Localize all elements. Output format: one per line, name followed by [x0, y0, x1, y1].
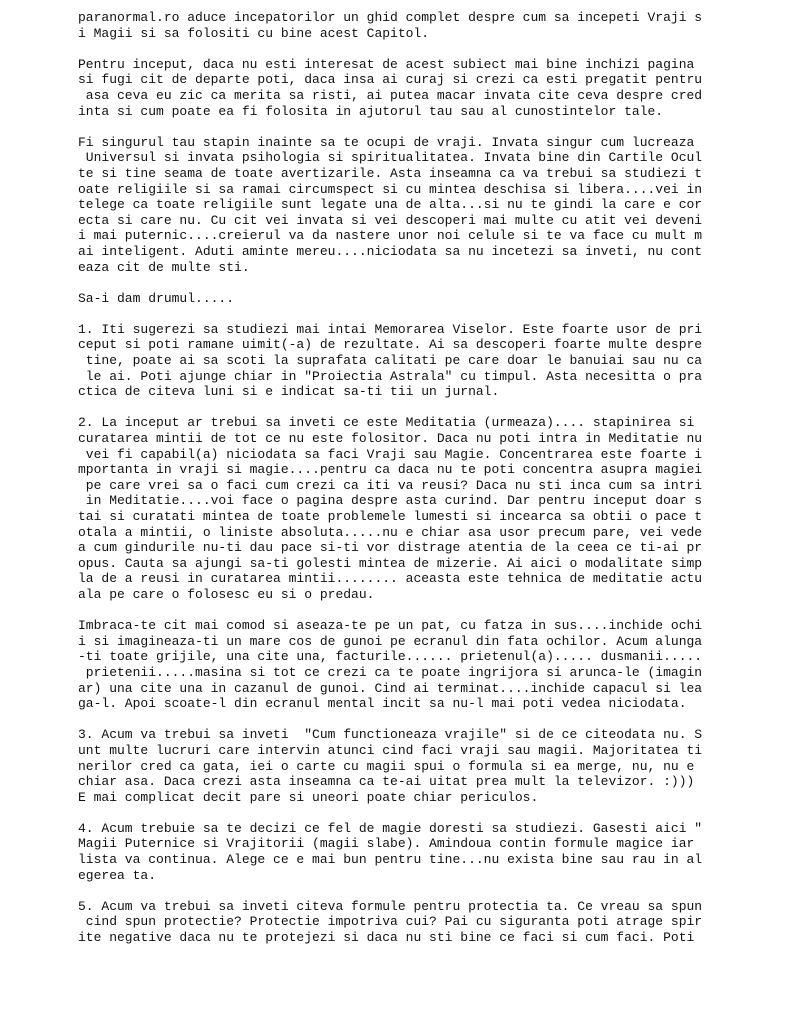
- text-line: i mai puternic....creierul va da nastere unor noi celule si te va face cu mult m: [78, 228, 703, 244]
- paragraph-warning: [78, 57, 778, 119]
- text-line: E mai complicat decit pare si uneori poate chiar periculos.: [78, 789, 539, 805]
- text-line: Magii Puternice si Vrajitorii (magii slabe). Amindoua contin formule magice iar: [78, 836, 695, 852]
- text-line: nerilor cred ca gata, iei o carte cu magii spui o formula si ea merge, nu, nu e: [78, 758, 695, 774]
- text-line: ceput si poti ramane uimit(-a) de rezultate. Ai sa descoperi foarte multe despre: [78, 337, 703, 353]
- text-line: lista va continua. Alege ce e mai bun pentru tine...nu exista bine sau rau in al: [78, 852, 703, 868]
- text-line: unt multe lucruri care intervin atunci cind faci vraji sau magii. Majoritatea ti: [78, 742, 703, 758]
- text-line: egerea ta.: [78, 867, 157, 883]
- text-line: 3. Acum va trebui sa inveti "Cum functioneaza vrajile" si de ce citeodata nu. S: [78, 727, 703, 743]
- text-line: ecta si care nu. Cu cit vei invata si vei descoperi mai multe cu atit vei deveni: [78, 212, 703, 228]
- text-line: Pentru inceput, daca nu esti interesat de acest subiect mai bine inchizi pagina: [78, 56, 695, 72]
- text-line: Imbraca-te cit mai comod si aseaza-te pe un pat, cu fatza in sus....inchide ochi: [78, 618, 703, 634]
- text-line: 2. La inceput ar trebui sa inveti ce este Meditatia (urmeaza).... stapinirea si: [78, 415, 695, 431]
- text-line: 1. Iti sugerezi sa studiezi mai intai Memorarea Viselor. Este foarte usor de pri: [78, 321, 703, 337]
- text-line: in Meditatie....voi face o pagina despre asta curind. Dar pentru inceput doar s: [78, 493, 703, 509]
- text-line: 4. Acum trebuie sa te decizi ce fel de magie doresti sa studiezi. Gasesti aici ": [78, 820, 703, 836]
- text-line: prietenii.....masina si tot ce crezi ca te poate ingrijora si arunca-le (imagin: [78, 664, 703, 680]
- text-line: telege ca toate religiile sunt legate una de alta...si nu te gindi la care e cor: [78, 197, 703, 213]
- text-line: ctica de citeva luni si e indicat sa-ti tii un jurnal.: [78, 384, 500, 400]
- text-line: ai inteligent. Aduti aminte mereu....niciodata sa nu incetezi sa inveti, nu cont: [78, 243, 703, 259]
- paragraph-step-3: [78, 727, 778, 805]
- text-line: ga-l. Apoi scoate-l din ecranul mental incit sa nu-l mai poti vedea niciodata.: [78, 696, 687, 712]
- paragraph-step-1: [78, 322, 778, 400]
- text-line: ite negative daca nu te protejezi si daca nu sti bine ce faci si cum faci. Poti: [78, 930, 695, 946]
- text-line: inta si cum poate ea fi folosita in ajutorul tau sau al cunostintelor tale.: [78, 103, 664, 119]
- text-line: i si imagineaza-ti un mare cos de gunoi pe ecranul din fata ochilor. Acum alunga: [78, 633, 703, 649]
- paragraph-master-yourself: [78, 135, 778, 275]
- paragraph-step-5: [78, 899, 778, 946]
- text-line: otala a mintii, o liniste absoluta.....nu e chiar asa usor precum pare, vei vede: [78, 524, 703, 540]
- text-line: ar) una cite una in cazanul de gunoi. Cind ai terminat....inchide capacul si lea: [78, 680, 703, 696]
- text-line: tine, poate ai sa scoti la suprafata calitati pe care doar le banuiai sau nu ca: [78, 353, 703, 369]
- text-line: le ai. Poti ajunge chiar in "Proiectia Astrala" cu timpul. Asta necesitta o pra: [78, 368, 703, 384]
- text-line: -ti toate grijile, una cite una, facturile...... prietenul(a)..... dusmanii.....: [78, 649, 703, 665]
- text-line: asa ceva eu zic ca merita sa risti, ai putea macar invata cite ceva despre cred: [78, 87, 703, 103]
- paragraph-lets-begin: [78, 291, 778, 307]
- text-line: Universul si invata psihologia si spiritualitatea. Invata bine din Cartile Ocul: [78, 150, 703, 166]
- text-line: paranormal.ro aduce incepatorilor un ghid complet despre cum sa incepeti Vraji s: [78, 10, 703, 25]
- paragraph-intro: [78, 10, 778, 41]
- text-line: chiar asa. Daca crezi asta inseamna ca te-ai uitat prea mult la televizor. :))): [78, 774, 695, 790]
- text-line: 5. Acum va trebui sa inveti citeva formule pentru protectia ta. Ce vreau sa spun: [78, 898, 703, 914]
- text-line: ala pe care o folosesc eu si o predau.: [78, 586, 375, 602]
- text-line: si fugi cit de departe poti, daca insa ai curaj si crezi ca esti pregatit pentru: [78, 72, 703, 88]
- text-line: tai si curatati mintea de toate problemele lumesti si incearca sa obtii o pace t: [78, 509, 703, 524]
- text-line: cind spun protectie? Protectie impotriva cui? Pai cu siguranta poti atrage spir: [78, 914, 703, 930]
- text-line: eaza cit de multe sti.: [78, 259, 250, 275]
- text-line: la de a reusi in curatarea mintii........ aceasta este tehnica de meditatie actu: [78, 571, 703, 587]
- text-line: vei fi capabil(a) niciodata sa faci Vraji sau Magie. Concentrarea este foarte i: [78, 446, 703, 462]
- document-body: [78, 10, 778, 961]
- text-line: Fi singurul tau stapin inainte sa te ocupi de vraji. Invata singur cum lucreaza: [78, 134, 695, 150]
- text-line: oate religiile si sa ramai circumspect si cu mintea deschisa si libera....vei in: [78, 181, 703, 197]
- paragraph-step-2: [78, 415, 778, 602]
- text-line: mportanta in vraji si magie....pentru ca daca nu te poti concentra asupra magiei: [78, 462, 703, 478]
- paragraph-meditation-technique: [78, 618, 778, 712]
- text-line: pe care vrei sa o faci cum crezi ca iti va reusi? Daca nu sti inca cum sa intri: [78, 477, 703, 493]
- text-line: Sa-i dam drumul.....: [78, 290, 235, 306]
- text-line: i Magii si sa folositi cu bine acest Capitol.: [78, 25, 430, 41]
- text-line: curatarea mintii de tot ce nu este folositor. Daca nu poti intra in Meditatie nu: [78, 431, 703, 447]
- paragraph-step-4: [78, 821, 778, 883]
- text-line: opus. Cauta sa ajungi sa-ti golesti mintea de mizerie. Ai aici o modalitate simp: [78, 555, 703, 571]
- text-line: a cum gindurile nu-ti dau pace si-ti vor distrage atentia de la ceea ce ti-ai pr: [78, 540, 703, 556]
- text-line: te si tine seama de toate avertizarile. Asta inseamna ca va trebui sa studiezi t: [78, 165, 703, 181]
